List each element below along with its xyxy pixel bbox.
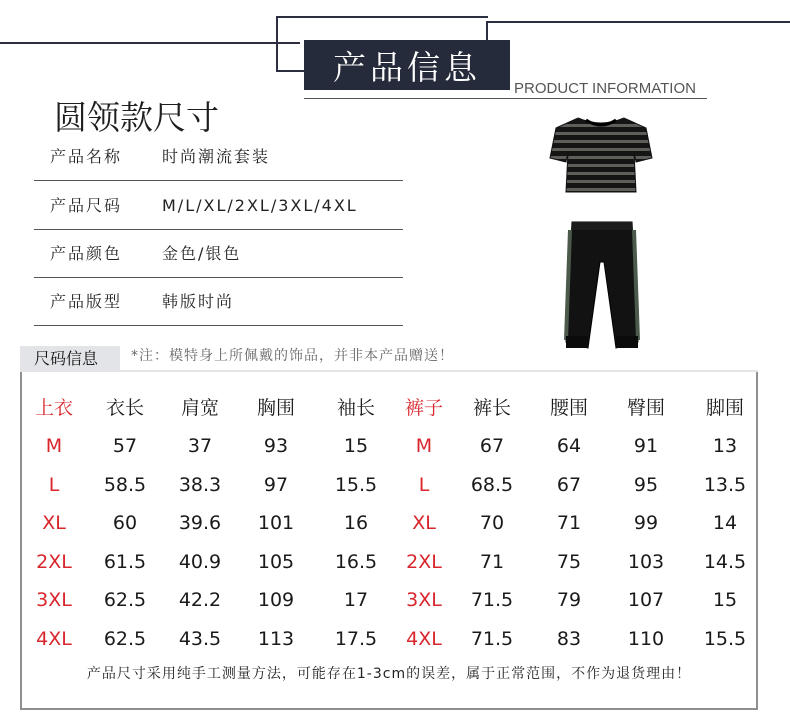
table-cell: 103 xyxy=(627,551,665,573)
info-label: 产品名称 xyxy=(50,147,123,166)
info-value: 韩版时尚 xyxy=(162,292,235,311)
footer-note: 产品尺寸采用纯手工测量方法，可能存在1-3cm的误差，属于正常范围，不作为退货理由！ xyxy=(86,666,692,682)
info-row-size xyxy=(34,182,403,230)
table-cell: 4XL xyxy=(36,628,72,650)
table-cell: 109 xyxy=(257,589,295,611)
table-cell: 93 xyxy=(263,435,289,457)
table-cell: 2XL xyxy=(36,551,72,573)
table-cell: 71.5 xyxy=(470,589,514,611)
info-row-fit xyxy=(34,278,403,326)
table-cell: 71.5 xyxy=(470,628,514,650)
table-cell: 67 xyxy=(556,474,582,496)
table-cell: 15 xyxy=(712,589,738,611)
table-header-row xyxy=(0,389,790,427)
table-cell: 91 xyxy=(633,435,659,457)
garment-illustration xyxy=(546,112,656,362)
table-cell: 3XL xyxy=(36,589,72,611)
table-cell: 3XL xyxy=(406,589,442,611)
size-info-tab-label: 尺码信息 xyxy=(34,349,99,368)
table-cell: 113 xyxy=(257,628,295,650)
table-header-cell: 上衣 xyxy=(34,397,73,419)
table-cell: 75 xyxy=(556,551,582,573)
table-row xyxy=(0,466,790,504)
table-cell: 40.9 xyxy=(178,551,222,573)
table-cell: M xyxy=(415,435,433,457)
table-cell: 62.5 xyxy=(103,589,147,611)
info-row-name xyxy=(34,133,403,181)
table-cell: L xyxy=(418,474,430,496)
table-cell: 95 xyxy=(633,474,659,496)
table-cell: 61.5 xyxy=(103,551,147,573)
table-cell: 67 xyxy=(479,435,505,457)
table-cell: 68.5 xyxy=(470,474,514,496)
table-cell: 14.5 xyxy=(703,551,747,573)
table-cell: 17.5 xyxy=(334,628,378,650)
table-row xyxy=(0,427,790,465)
table-header-cell: 胸围 xyxy=(256,397,295,419)
table-cell: 58.5 xyxy=(103,474,147,496)
table-cell: 37 xyxy=(187,435,213,457)
table-cell: 105 xyxy=(257,551,295,573)
table-cell: 101 xyxy=(257,512,295,534)
table-header-cell: 衣长 xyxy=(105,397,144,419)
info-label: 产品版型 xyxy=(50,292,123,311)
table-cell: 70 xyxy=(479,512,505,534)
table-cell: 39.6 xyxy=(178,512,222,534)
info-value: 金色/银色 xyxy=(162,244,242,263)
table-cell: 71 xyxy=(479,551,505,573)
table-cell: 79 xyxy=(556,589,582,611)
size-info-tab xyxy=(20,346,120,372)
table-cell: XL xyxy=(42,512,66,534)
table-cell: 15 xyxy=(343,435,369,457)
table-header-cell: 腰围 xyxy=(549,397,588,419)
header-title: 产品信息 xyxy=(333,47,481,87)
table-cell: 83 xyxy=(556,628,582,650)
table-cell: 57 xyxy=(112,435,138,457)
size-note: *注：模特身上所佩戴的饰品，并非本产品赠送！ xyxy=(131,348,454,364)
info-value: 时尚潮流套装 xyxy=(162,147,271,166)
table-cell: 38.3 xyxy=(178,474,222,496)
header-line-left xyxy=(0,42,300,44)
table-cell: 16 xyxy=(343,512,369,534)
table-cell: M xyxy=(45,435,63,457)
table-cell: 14 xyxy=(712,512,738,534)
size-table-top-line xyxy=(20,370,758,372)
header-title-box xyxy=(304,40,510,90)
table-header-cell: 裤长 xyxy=(472,397,511,419)
table-cell: XL xyxy=(412,512,436,534)
table-cell: 4XL xyxy=(406,628,442,650)
header-frame-bottom xyxy=(276,70,306,72)
table-row xyxy=(0,581,790,619)
table-cell: 60 xyxy=(112,512,138,534)
table-cell: 99 xyxy=(633,512,659,534)
table-cell: 110 xyxy=(627,628,665,650)
table-header-cell: 袖长 xyxy=(336,397,375,419)
info-value: M/L/XL/2XL/3XL/4XL xyxy=(162,196,358,215)
table-header-cell: 裤子 xyxy=(404,397,443,419)
table-cell: 64 xyxy=(556,435,582,457)
table-cell: 2XL xyxy=(406,551,442,573)
table-cell: 13.5 xyxy=(703,474,747,496)
table-header-cell: 脚围 xyxy=(705,397,744,419)
table-cell: 15.5 xyxy=(703,628,747,650)
table-cell: 97 xyxy=(263,474,289,496)
table-cell: 107 xyxy=(627,589,665,611)
table-cell: 17 xyxy=(343,589,369,611)
section-title: 圆领款尺寸 xyxy=(54,98,219,137)
table-cell: 71 xyxy=(556,512,582,534)
info-label: 产品尺码 xyxy=(50,196,123,215)
table-cell: 16.5 xyxy=(334,551,378,573)
table-cell: 43.5 xyxy=(178,628,222,650)
table-header-cell: 臀围 xyxy=(626,397,665,419)
table-row xyxy=(0,504,790,542)
header-line-right xyxy=(486,21,790,23)
table-header-cell: 肩宽 xyxy=(180,397,219,419)
table-cell: L xyxy=(48,474,60,496)
header-subtitle-underline xyxy=(304,98,707,99)
table-cell: 15.5 xyxy=(334,474,378,496)
header-subtitle: PRODUCT INFORMATION xyxy=(514,80,696,97)
table-cell: 13 xyxy=(712,435,738,457)
info-label: 产品颜色 xyxy=(50,244,123,263)
info-row-color xyxy=(34,230,403,278)
table-row xyxy=(0,543,790,581)
table-cell: 42.2 xyxy=(178,589,222,611)
table-row xyxy=(0,620,790,658)
table-cell: 62.5 xyxy=(103,628,147,650)
